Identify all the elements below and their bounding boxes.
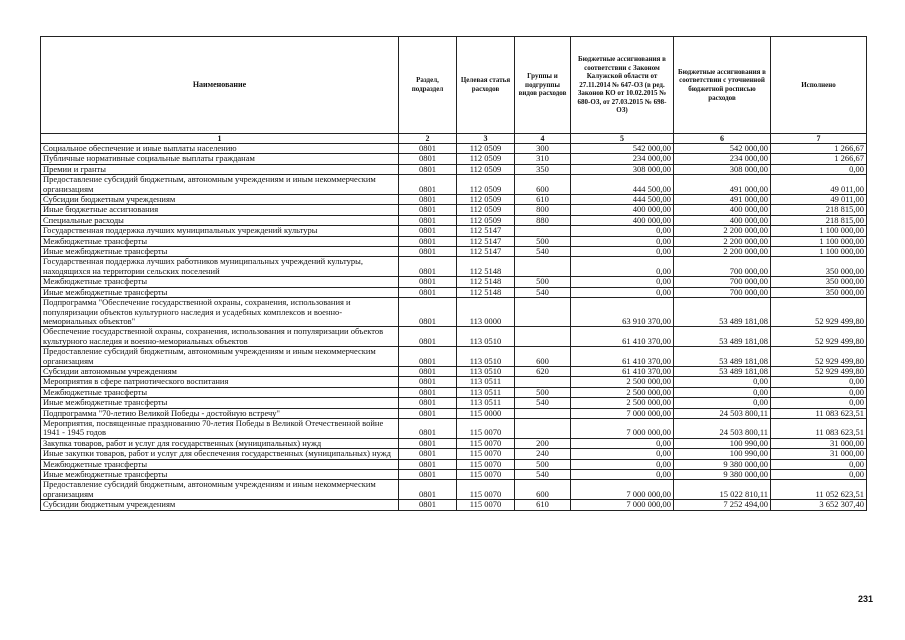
row-section: 0801 [399, 366, 457, 376]
table-row [41, 387, 867, 397]
table-row [41, 195, 867, 205]
row-approved: 444 500,00 [571, 195, 674, 205]
row-section: 0801 [399, 247, 457, 257]
row-group [515, 377, 571, 387]
row-approved: 0,00 [571, 287, 674, 297]
table-row [41, 470, 867, 480]
row-executed: 31 000,00 [771, 438, 867, 448]
row-refined: 0,00 [674, 398, 771, 408]
row-executed: 218 815,00 [771, 215, 867, 225]
row-approved: 7 000 000,00 [571, 480, 674, 500]
table-row [41, 247, 867, 257]
row-name: Мероприятия, посвященные празднованию 70-летия Победы в Великой Отечественной войне 1941 - 1945 годов [41, 418, 399, 438]
row-article: 112 0509 [457, 195, 515, 205]
row-approved: 542 000,00 [571, 144, 674, 154]
row-executed: 11 083 623,51 [771, 408, 867, 418]
column-number: 5 [571, 134, 674, 144]
table-row [41, 236, 867, 246]
row-approved: 2 500 000,00 [571, 398, 674, 408]
row-refined: 234 000,00 [674, 154, 771, 164]
table-row [41, 398, 867, 408]
row-name: Предоставление субсидий бюджетным, автономным учреждениям и иным некоммерческим организациям [41, 480, 399, 500]
row-name: Иные межбюджетные трансферты [41, 247, 399, 257]
row-executed: 1 100 000,00 [771, 236, 867, 246]
header-section: Раздел, подраздел [399, 37, 457, 134]
row-refined: 700 000,00 [674, 287, 771, 297]
row-refined: 100 990,00 [674, 438, 771, 448]
row-section: 0801 [399, 418, 457, 438]
row-name: Иные бюджетные ассигнования [41, 205, 399, 215]
row-article: 112 0509 [457, 175, 515, 195]
column-number: 7 [771, 134, 867, 144]
row-executed: 52 929 499,80 [771, 347, 867, 367]
row-executed: 3 652 307,40 [771, 500, 867, 510]
header-name: Наименование [41, 37, 399, 134]
row-name: Премии и гранты [41, 164, 399, 174]
row-executed: 1 266,67 [771, 144, 867, 154]
row-name: Субсидии бюджетным учреждениям [41, 195, 399, 205]
table-row [41, 327, 867, 347]
row-refined: 9 380 000,00 [674, 470, 771, 480]
row-name: Социальное обеспечение и иные выплаты населению [41, 144, 399, 154]
row-refined: 53 489 181,08 [674, 366, 771, 376]
row-group [515, 418, 571, 438]
page-number: 231 [858, 594, 874, 604]
row-section: 0801 [399, 298, 457, 327]
row-group [515, 327, 571, 347]
row-refined: 308 000,00 [674, 164, 771, 174]
row-name: Закупка товаров, работ и услуг для государственных (муниципальных) нужд [41, 438, 399, 448]
row-executed: 31 000,00 [771, 449, 867, 459]
row-approved: 444 500,00 [571, 175, 674, 195]
row-group: 540 [515, 470, 571, 480]
row-article: 112 5148 [457, 277, 515, 287]
row-name: Иные межбюджетные трансферты [41, 470, 399, 480]
table-row [41, 500, 867, 510]
row-approved: 61 410 370,00 [571, 366, 674, 376]
row-section: 0801 [399, 287, 457, 297]
row-group: 600 [515, 175, 571, 195]
row-name: Подпрограмма "70-летию Великой Победы - достойную встречу" [41, 408, 399, 418]
table-row [41, 154, 867, 164]
row-group: 500 [515, 387, 571, 397]
row-refined: 700 000,00 [674, 257, 771, 277]
row-name: Предоставление субсидий бюджетным, автономным учреждениям и иным некоммерческим организациям [41, 347, 399, 367]
row-article: 115 0070 [457, 449, 515, 459]
row-section: 0801 [399, 459, 457, 469]
row-executed: 350 000,00 [771, 287, 867, 297]
row-approved: 0,00 [571, 449, 674, 459]
table-row [41, 164, 867, 174]
row-approved: 61 410 370,00 [571, 327, 674, 347]
row-section: 0801 [399, 398, 457, 408]
row-executed: 0,00 [771, 459, 867, 469]
row-name: Иные межбюджетные трансферты [41, 398, 399, 408]
row-article: 113 0511 [457, 387, 515, 397]
row-section: 0801 [399, 500, 457, 510]
row-approved: 7 000 000,00 [571, 418, 674, 438]
row-executed: 1 100 000,00 [771, 247, 867, 257]
row-approved: 2 500 000,00 [571, 377, 674, 387]
row-executed: 52 929 499,80 [771, 327, 867, 347]
row-refined: 53 489 181,08 [674, 298, 771, 327]
row-section: 0801 [399, 226, 457, 236]
row-group: 600 [515, 347, 571, 367]
row-group: 610 [515, 195, 571, 205]
row-name: Межбюджетные трансферты [41, 387, 399, 397]
row-approved: 308 000,00 [571, 164, 674, 174]
row-group: 200 [515, 438, 571, 448]
row-executed: 11 052 623,51 [771, 480, 867, 500]
row-name: Иные межбюджетные трансферты [41, 287, 399, 297]
row-refined: 15 022 810,11 [674, 480, 771, 500]
row-executed: 1 100 000,00 [771, 226, 867, 236]
row-refined: 24 503 800,11 [674, 408, 771, 418]
row-article: 113 0510 [457, 366, 515, 376]
row-article: 115 0070 [457, 418, 515, 438]
row-refined: 0,00 [674, 377, 771, 387]
row-executed: 11 083 623,51 [771, 418, 867, 438]
row-approved: 2 500 000,00 [571, 387, 674, 397]
row-approved: 0,00 [571, 470, 674, 480]
row-name: Специальные расходы [41, 215, 399, 225]
table-row [41, 257, 867, 277]
header-groups: Группы и подгруппы видов расходов [515, 37, 571, 134]
row-refined: 24 503 800,11 [674, 418, 771, 438]
row-article: 112 0509 [457, 205, 515, 215]
row-name: Субсидии автономным учреждениям [41, 366, 399, 376]
table-row [41, 205, 867, 215]
row-group: 880 [515, 215, 571, 225]
column-number: 4 [515, 134, 571, 144]
budget-table [40, 36, 867, 511]
row-refined: 400 000,00 [674, 205, 771, 215]
header-refined: Бюджетные ассигнования в соответствии с уточненной бюджетной росписью расходов [674, 37, 771, 134]
row-executed: 350 000,00 [771, 257, 867, 277]
row-article: 112 5148 [457, 287, 515, 297]
row-section: 0801 [399, 164, 457, 174]
row-name: Мероприятия в сфере патриотического воспитания [41, 377, 399, 387]
row-section: 0801 [399, 205, 457, 215]
row-approved: 234 000,00 [571, 154, 674, 164]
row-refined: 2 200 000,00 [674, 226, 771, 236]
table-row [41, 459, 867, 469]
row-executed: 350 000,00 [771, 277, 867, 287]
row-approved: 0,00 [571, 277, 674, 287]
row-approved: 400 000,00 [571, 215, 674, 225]
row-approved: 0,00 [571, 438, 674, 448]
table-row [41, 418, 867, 438]
row-section: 0801 [399, 236, 457, 246]
column-number: 3 [457, 134, 515, 144]
table-row [41, 277, 867, 287]
row-refined: 53 489 181,08 [674, 347, 771, 367]
column-number: 6 [674, 134, 771, 144]
row-article: 113 0510 [457, 347, 515, 367]
row-executed: 52 929 499,80 [771, 298, 867, 327]
table-row [41, 408, 867, 418]
row-section: 0801 [399, 215, 457, 225]
row-name: Публичные нормативные социальные выплаты гражданам [41, 154, 399, 164]
row-section: 0801 [399, 327, 457, 347]
row-group: 540 [515, 398, 571, 408]
header-executed: Исполнено [771, 37, 867, 134]
row-name: Иные закупки товаров, работ и услуг для обеспечения государственных (муниципальных) нужд [41, 449, 399, 459]
row-group [515, 298, 571, 327]
row-section: 0801 [399, 470, 457, 480]
row-section: 0801 [399, 377, 457, 387]
row-article: 115 0070 [457, 500, 515, 510]
table-row [41, 144, 867, 154]
row-approved: 0,00 [571, 247, 674, 257]
row-article: 115 0070 [457, 438, 515, 448]
row-refined: 491 000,00 [674, 195, 771, 205]
row-executed: 0,00 [771, 164, 867, 174]
row-article: 113 0511 [457, 377, 515, 387]
table-row [41, 377, 867, 387]
row-name: Субсидии бюджетным учреждениям [41, 500, 399, 510]
row-approved: 400 000,00 [571, 205, 674, 215]
row-section: 0801 [399, 144, 457, 154]
row-article: 112 0509 [457, 144, 515, 154]
row-approved: 7 000 000,00 [571, 500, 674, 510]
row-section: 0801 [399, 480, 457, 500]
table-body [41, 134, 867, 511]
row-group: 620 [515, 366, 571, 376]
row-group [515, 226, 571, 236]
row-article: 115 0070 [457, 459, 515, 469]
row-group: 800 [515, 205, 571, 215]
row-group: 540 [515, 247, 571, 257]
row-approved: 7 000 000,00 [571, 408, 674, 418]
table-row [41, 366, 867, 376]
row-executed: 0,00 [771, 387, 867, 397]
table-row [41, 298, 867, 327]
row-article: 112 0509 [457, 154, 515, 164]
row-name: Подпрограмма "Обеспечение государственной охраны, сохранения, использования и популяризации объектов культурного наследия и усадебных комплексов и военно-мемориальных объектов" [41, 298, 399, 327]
row-refined: 7 252 494,00 [674, 500, 771, 510]
row-name: Межбюджетные трансферты [41, 236, 399, 246]
row-executed: 0,00 [771, 470, 867, 480]
row-article: 112 5147 [457, 236, 515, 246]
row-executed: 52 929 499,80 [771, 366, 867, 376]
row-article: 112 5147 [457, 247, 515, 257]
row-executed: 0,00 [771, 377, 867, 387]
header-approved: Бюджетные ассигнования в соответствии с Законом Калужской области от 27.11.2014 № 647-ОЗ (в ред. Законов КО от 10.02.2015 № 680-ОЗ, от 27.03.2015 № 698-ОЗ) [571, 37, 674, 134]
row-section: 0801 [399, 277, 457, 287]
row-refined: 400 000,00 [674, 215, 771, 225]
row-approved: 0,00 [571, 226, 674, 236]
row-article: 112 0509 [457, 215, 515, 225]
table-row [41, 287, 867, 297]
row-executed: 0,00 [771, 398, 867, 408]
row-article: 115 0070 [457, 480, 515, 500]
row-approved: 0,00 [571, 257, 674, 277]
row-group: 350 [515, 164, 571, 174]
row-article: 115 0070 [457, 470, 515, 480]
row-executed: 218 815,00 [771, 205, 867, 215]
row-name: Межбюджетные трансферты [41, 459, 399, 469]
row-refined: 9 380 000,00 [674, 459, 771, 469]
row-group: 310 [515, 154, 571, 164]
row-approved: 0,00 [571, 236, 674, 246]
row-refined: 2 200 000,00 [674, 236, 771, 246]
row-section: 0801 [399, 408, 457, 418]
row-article: 112 0509 [457, 164, 515, 174]
row-refined: 542 000,00 [674, 144, 771, 154]
row-section: 0801 [399, 257, 457, 277]
row-name: Обеспечение государственной охраны, сохранения, использования и популяризации объектов культурного наследия и военно-мемориальных объектов [41, 327, 399, 347]
row-article: 112 5147 [457, 226, 515, 236]
row-name: Межбюджетные трансферты [41, 277, 399, 287]
row-group: 500 [515, 236, 571, 246]
row-section: 0801 [399, 449, 457, 459]
row-executed: 49 011,00 [771, 195, 867, 205]
table-row [41, 449, 867, 459]
row-section: 0801 [399, 154, 457, 164]
row-group: 500 [515, 459, 571, 469]
table-row [41, 226, 867, 236]
column-number: 2 [399, 134, 457, 144]
table-row [41, 438, 867, 448]
row-group: 300 [515, 144, 571, 154]
header-article: Целевая статья расходов [457, 37, 515, 134]
table-row [41, 347, 867, 367]
row-group: 540 [515, 287, 571, 297]
row-refined: 100 990,00 [674, 449, 771, 459]
budget-table-sheet [40, 36, 867, 511]
row-group: 610 [515, 500, 571, 510]
row-group: 240 [515, 449, 571, 459]
row-group [515, 408, 571, 418]
row-group: 600 [515, 480, 571, 500]
row-refined: 2 200 000,00 [674, 247, 771, 257]
row-approved: 63 910 370,00 [571, 298, 674, 327]
header-row [41, 37, 867, 134]
row-refined: 491 000,00 [674, 175, 771, 195]
row-refined: 53 489 181,08 [674, 327, 771, 347]
row-section: 0801 [399, 195, 457, 205]
row-approved: 0,00 [571, 459, 674, 469]
column-number: 1 [41, 134, 399, 144]
row-article: 115 0000 [457, 408, 515, 418]
row-section: 0801 [399, 347, 457, 367]
row-refined: 700 000,00 [674, 277, 771, 287]
row-article: 113 0511 [457, 398, 515, 408]
row-name: Предоставление субсидий бюджетным, автономным учреждениям и иным некоммерческим организациям [41, 175, 399, 195]
row-article: 113 0510 [457, 327, 515, 347]
table-row [41, 480, 867, 500]
row-group: 500 [515, 277, 571, 287]
table-row [41, 175, 867, 195]
row-section: 0801 [399, 175, 457, 195]
row-executed: 1 266,67 [771, 154, 867, 164]
row-group [515, 257, 571, 277]
row-approved: 61 410 370,00 [571, 347, 674, 367]
row-refined: 0,00 [674, 387, 771, 397]
row-name: Государственная поддержка лучших работников муниципальных учреждений культуры, находящихся на территории сельских поселений [41, 257, 399, 277]
row-section: 0801 [399, 438, 457, 448]
row-article: 112 5148 [457, 257, 515, 277]
row-executed: 49 011,00 [771, 175, 867, 195]
row-section: 0801 [399, 387, 457, 397]
row-article: 113 0000 [457, 298, 515, 327]
row-name: Государственная поддержка лучших муниципальных учреждений культуры [41, 226, 399, 236]
column-number-row [41, 134, 867, 144]
table-row [41, 215, 867, 225]
